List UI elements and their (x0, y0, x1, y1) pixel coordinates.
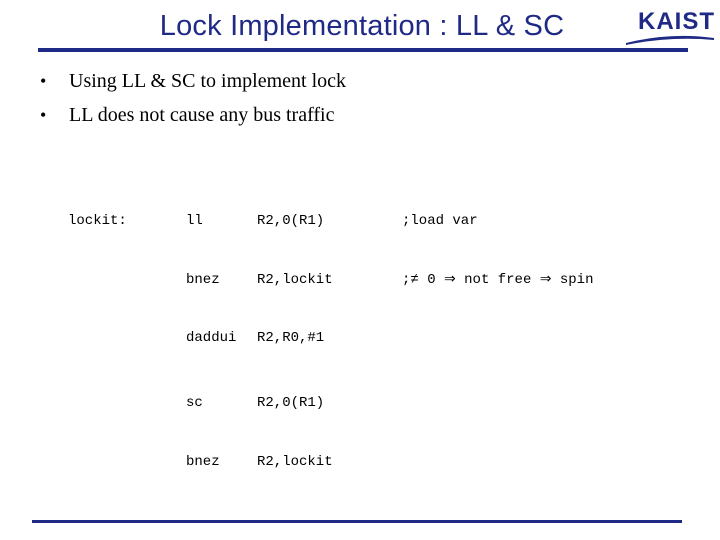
bullet-item (40, 64, 346, 98)
code-comment-column (402, 173, 594, 310)
code-opcode: bnez (186, 453, 220, 470)
code-opcode: ll (186, 213, 203, 229)
code-comment: ;load var (402, 213, 478, 229)
code-opcode: daddui (186, 330, 237, 346)
slide-title: Lock Implementation : LL & SC (159, 10, 565, 42)
code-opcode: bnez (186, 271, 220, 288)
bullet-text: Using LL & SC to implement lock (69, 70, 347, 92)
code-args: R2,0(R1) (257, 213, 325, 229)
code-args: R2,0(R1) (257, 395, 325, 411)
bullet-item (40, 98, 346, 132)
bullet-list (40, 64, 346, 132)
code-label: lockit: (68, 213, 127, 229)
bottom-rule (32, 520, 682, 523)
code-opcode: sc (186, 395, 203, 411)
code-args: R2,lockit (257, 271, 333, 288)
code-opcode-column (186, 173, 236, 492)
kaist-logo (624, 8, 716, 46)
logo-swoosh-icon (624, 34, 716, 46)
code-args: R2,lockit (257, 453, 333, 470)
code-args-column (257, 173, 333, 492)
bullet-dot: • (40, 105, 47, 125)
code-args: R2,R0,#1 (257, 330, 325, 346)
title-underline (38, 48, 688, 52)
bullet-text: LL does not cause any bus traffic (69, 104, 335, 126)
code-label-column (68, 173, 127, 251)
bullet-dot: • (40, 71, 47, 91)
logo-text: KAIST (638, 8, 715, 35)
code-comment: ;≠ 0 ⇒ not free ⇒ spin (402, 271, 594, 288)
